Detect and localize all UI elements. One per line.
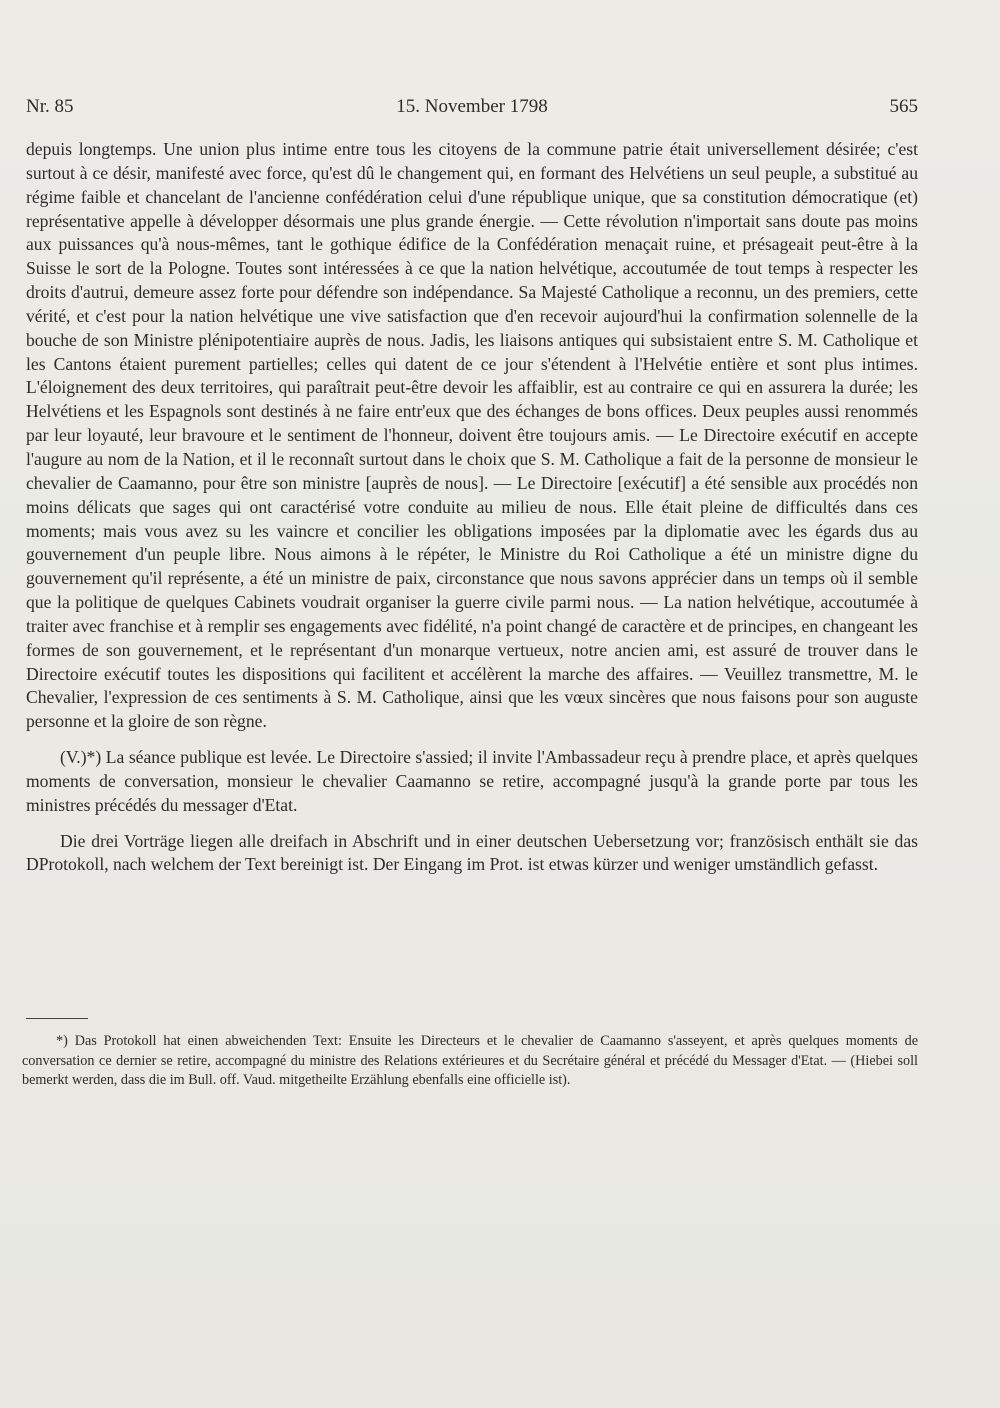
header-date: 15. November 1798 [396, 96, 548, 117]
document-number: Nr. 85 [26, 96, 74, 117]
footnote [22, 1032, 918, 1091]
paragraph-speech: depuis longtemps. Une union plus intime entre tous les citoyens de la commune patrie était universellement désirée; c'est surtout à ce désir, manifesté avec force, qu'est dû le changement qui, en formant des Helvétiens un seul peuple, a substitué au régime faible et chancelant de l'ancienne confédération celui d'une république unique, que sa constitution démocratique (et) représentative appelle à développer désormais une plus grande énergie. — Cette révolution n'importait sans doute pas moins aux puissances qu'à nous-mêmes, tant le gothique édifice de la Confédération menaçait ruine, et présageait peut-être à la Suisse le sort de la Pologne. Toutes sont intéressées à ce que la nation helvétique, accoutumée de tout temps à respecter les droits d'autrui, demeure assez forte pour défendre son indépendance. Sa Majesté Catholique a reconnu, un des premiers, cette vérité, et c'est pour la nation helvétique une vive satisfaction que d'en recevoir aujourd'hui la confirmation solennelle de la bouche de son Ministre plénipotentiaire auprès de nous. Jadis, les liaisons antiques qui subsistaient entre S. M. Catholique et les Cantons étaient purement partielles; celles qui datent de ce jour s'étendent à l'Helvétie entière et sont plus intimes. L'éloignement des deux territoires, qui paraîtrait peut-être devoir les affaiblir, est au contraire ce qui en assurera la durée; les Helvétiens et les Espagnols sont destinés à ne faire entr'eux que des échanges de bons offices. Deux peuples aussi renommés par leur loyauté, leur bravoure et le sentiment de l'honneur, doivent être toujours amis. — Le Directoire exécutif en accepte l'augure au nom de la Nation, et il le reconnaît surtout dans le choix que S. M. Catholique a fait de la personne de monsieur le chevalier de Caamanno, pour être son ministre [auprès de nous]. — Le Directoire [exécutif] a été sensible aux procédés non moins délicats que sages qui ont caractérisé votre conduite au milieu de nous. Elle était pleine de difficultés dans ces moments; mais vous avez su les vaincre et concilier les obligations imposées par la diplomatie avec les égards dus au gouvernement d'un peuple libre. Nous aimons à le répéter, le Ministre du Roi Catholique a été un ministre digne du gouvernement qu'il représente, a été un ministre de paix, circonstance que nous savons apprécier dans un temps où il semble que la politique de quelques Cabinets voudrait organiser la guerre civile parmi nous. — La nation helvétique, accoutumée à traiter avec franchise et à remplir ses engagements avec fidélité, n'a point changé de caractère et de principes, en changeant les formes de son gouvernement, et le représentant d'un monarque vertueux, notre ancien ami, est assuré de trouver dans le Directoire exécutif toutes les dispositions qui facilitent et accélèrent la marche des affaires. — Veuillez transmettre, M. le Chevalier, l'expression de ces sentiments à S. M. Catholique, ainsi que les vœux sincères que nous faisons pour son auguste personne et la gloire de son règne. [26, 139, 918, 732]
paragraph-editorial-note: Die drei Vorträge liegen alle dreifach in Abschrift und in einer deutschen Uebersetzung vor; französisch enthält sie das DProtokoll, nach welchem der Text bereinigt ist. Der Eingang im Prot. ist etwas kürzer und weniger umständlich gefasst. [26, 830, 918, 875]
page-header [26, 96, 918, 122]
footnote-text: *) Das Protokoll hat einen abweichenden Text: Ensuite les Directeurs et le chevalier de Caamanno s'asseyent, et après quelques moments de conversation ce dernier se retire, accompagné du ministre des Relations extérieures et du Secrétaire général et précédé du Messager d'Etat. — (Hiebei soll bemerkt werden, dass die im Bull. off. Vaud. mitgetheilte Erzählung ebenfalls eine officielle ist). [22, 1033, 918, 1088]
paragraph-session: (V.)*) La séance publique est levée. Le Directoire s'assied; il invite l'Ambassadeur reçu à prendre place, et après quelques moments de conversation, monsieur le chevalier Caamanno se retire, accompagné jusqu'à la grande porte par tous les ministres précédés du messager d'Etat. [26, 747, 918, 815]
page-number: 565 [889, 96, 918, 117]
main-text [26, 138, 918, 877]
footnote-separator [26, 1018, 88, 1019]
